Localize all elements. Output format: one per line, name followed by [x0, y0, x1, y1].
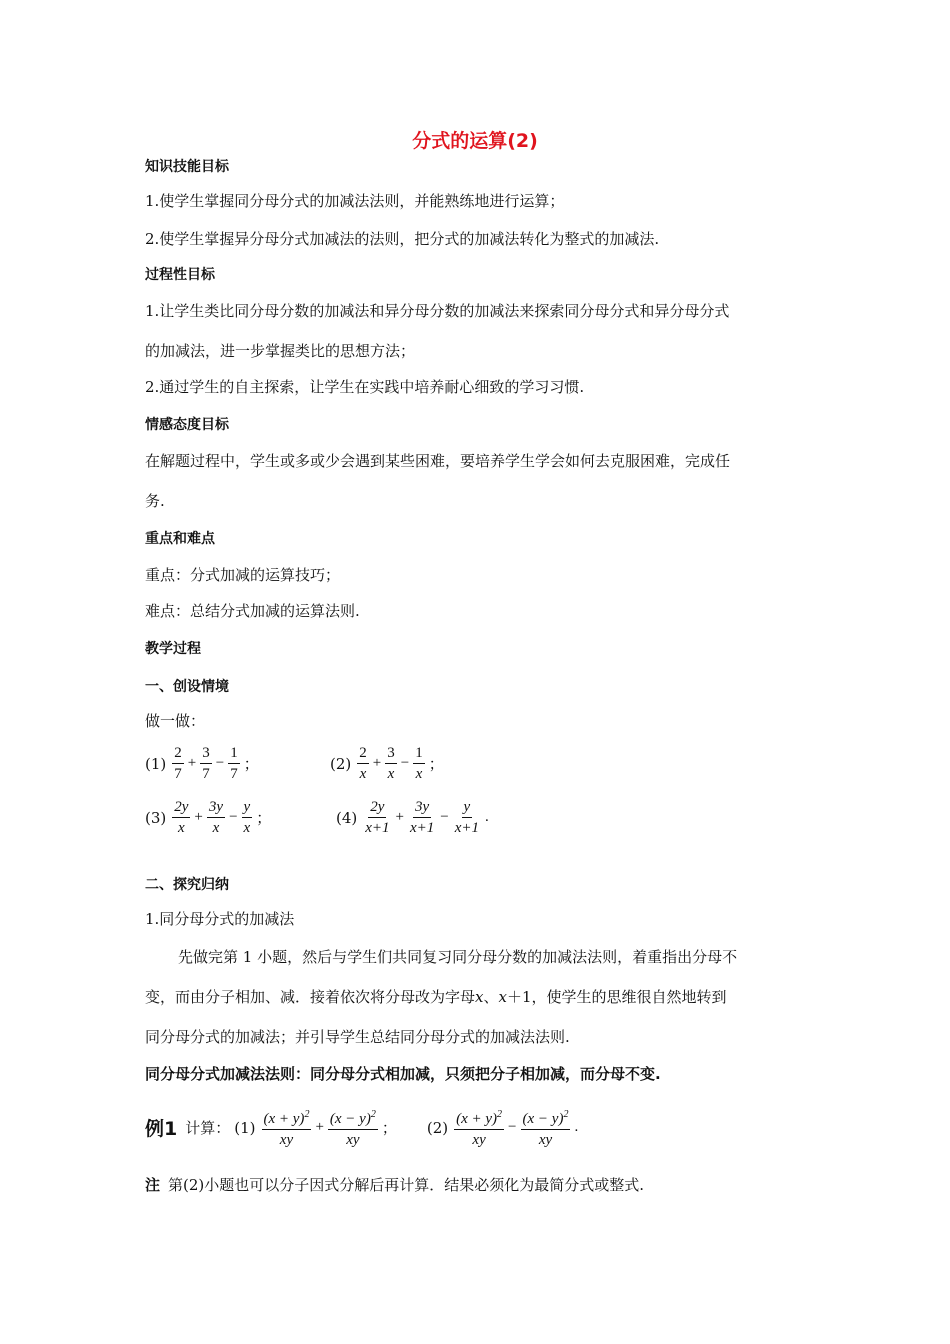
denominator: x+1: [454, 820, 480, 836]
fraction: [454, 1106, 504, 1149]
exercise-label: (2): [330, 754, 352, 773]
key-point: 重点：分式加减的运算技巧；: [145, 566, 341, 584]
process-heading: 过程性目标: [145, 267, 215, 283]
minus-sign: −: [215, 755, 225, 771]
denominator: 7: [174, 766, 182, 782]
plus-sign: +: [187, 755, 197, 771]
process-item-2: 2.通过学生的自主探索，让学生在实践中培养耐心细致的学习习惯.: [145, 378, 585, 396]
process-item-1a: 1.让学生类比同分母分数的加减法和异分母分数的加减法来探索同分母分式和异分母分式: [145, 302, 730, 320]
denominator: x: [212, 820, 220, 836]
denominator: 7: [202, 766, 210, 782]
denominator: xy: [279, 1132, 294, 1148]
exponent: 2: [370, 1109, 376, 1120]
minus-sign: −: [508, 1119, 517, 1135]
variable-x: x: [498, 988, 507, 1006]
emotion-item-1b: 务.: [145, 492, 165, 510]
denominator: x+1: [365, 820, 390, 836]
numerator-base: (x + y): [456, 1111, 498, 1127]
denominator: x: [359, 766, 367, 782]
fraction: [207, 798, 225, 837]
end-mark: .: [485, 809, 489, 825]
fraction: [363, 798, 391, 837]
minus-sign: −: [400, 755, 410, 771]
denominator: x: [387, 766, 395, 782]
denominator: x: [415, 766, 423, 782]
emotion-heading: 情感态度目标: [145, 417, 229, 433]
subsection-1: 1.同分母分式的加减法: [145, 910, 295, 928]
denominator: xy: [538, 1132, 553, 1148]
numerator-base: (x − y): [522, 1111, 564, 1127]
numerator: y: [242, 798, 253, 818]
fraction: [172, 798, 190, 837]
end-mark: .: [574, 1119, 579, 1135]
minus-sign: −: [229, 809, 238, 825]
fraction: [200, 744, 212, 783]
variable-x: x: [475, 988, 484, 1006]
numerator: 3: [200, 744, 212, 764]
end-mark: ；: [428, 757, 444, 773]
denominator: x: [243, 820, 251, 836]
exponent: 2: [304, 1109, 310, 1120]
numerator: 2: [172, 744, 184, 764]
text: 变，而由分子相加、减．接着依次将分母改为字母: [145, 988, 476, 1006]
key-heading: 重点和难点: [145, 531, 215, 547]
fraction: [328, 1106, 378, 1149]
exponent: 2: [563, 1109, 569, 1120]
numerator: 2y: [368, 798, 386, 818]
exercise-2: [330, 744, 446, 783]
rule-statement: 同分母分式加减法法则：同分母分式相加减，只须把分子相加减，而分母不变.: [145, 1065, 661, 1083]
fraction: [228, 744, 240, 783]
text: 、: [483, 988, 499, 1006]
numerator-base: (x − y): [329, 1111, 371, 1127]
exercise-3: [145, 798, 273, 837]
plus-sign: +: [315, 1119, 324, 1135]
end-mark: ；: [256, 811, 272, 827]
exercise-label: (3): [145, 808, 167, 827]
numerator: [521, 1106, 571, 1130]
emotion-item-1a: 在解题过程中，学生或多或少会遇到某些困难，要培养学生学会如何去克服困难，完成任: [145, 452, 731, 470]
end-mark: ；: [243, 757, 259, 773]
exponent: 2: [497, 1109, 503, 1120]
end-mark: ；: [381, 1121, 397, 1137]
part2-heading: 二、探究归纳: [145, 877, 229, 893]
fraction: [453, 798, 481, 837]
numerator-base: (x + y): [263, 1111, 305, 1127]
fraction: [385, 744, 397, 783]
numerator: 1: [413, 744, 425, 764]
paragraph-1a: 先做完第 1 小题，然后与学生们共同复习同分母分数的加减法法则，着重指出分母不: [178, 948, 738, 966]
skills-item-2: 2.使学生掌握异分母分式加减法的法则，把分式的加减法转化为整式的加减法.: [145, 230, 660, 248]
numerator: 3y: [413, 798, 431, 818]
denominator: xy: [346, 1132, 360, 1148]
numerator: 1: [228, 744, 240, 764]
fraction: [172, 744, 184, 783]
process-item-1b: 的加减法，进一步掌握类比的思想方法；: [145, 342, 416, 360]
denominator: xy: [472, 1132, 486, 1148]
plus-sign: +: [372, 755, 382, 771]
numerator: 2y: [172, 798, 190, 818]
note-label: 注: [145, 1176, 161, 1194]
numerator: 3: [385, 744, 397, 764]
example-label: 例1: [145, 1118, 178, 1140]
text: ＋1，使学生的思维很自然地转到: [506, 988, 727, 1006]
fraction: [408, 798, 436, 837]
numerator: [454, 1106, 504, 1130]
denominator: x+1: [410, 820, 435, 836]
example-1: [145, 1106, 580, 1149]
part-label: (2): [426, 1118, 449, 1137]
part1-heading: 一、创设情境: [145, 679, 229, 695]
note: [145, 1174, 644, 1195]
calc-label: 计算：: [185, 1119, 231, 1137]
teaching-process-heading: 教学过程: [145, 641, 201, 657]
exercise-label: (4): [336, 808, 358, 827]
denominator: 7: [230, 766, 238, 782]
exercise-4: [336, 798, 491, 837]
skills-heading: 知识技能目标: [145, 159, 229, 175]
plus-sign: +: [395, 809, 404, 825]
part-label: (1): [234, 1118, 256, 1137]
numerator: 2: [357, 744, 369, 764]
minus-sign: −: [440, 809, 449, 825]
plus-sign: +: [194, 809, 203, 825]
note-text: 第(2)小题也可以分子因式分解后再计算．结果必须化为最简分式或整式.: [168, 1176, 645, 1194]
numerator: [328, 1106, 378, 1130]
exercise-label: (1): [145, 754, 167, 773]
paragraph-1c: 同分母分式的加减法；并引导学生总结同分母分式的加减法法则.: [145, 1028, 570, 1046]
fraction: [242, 798, 253, 837]
numerator: 3y: [207, 798, 225, 818]
fraction: [521, 1106, 571, 1149]
numerator: [262, 1106, 312, 1130]
numerator: y: [462, 798, 473, 818]
fraction: [357, 744, 369, 783]
try-label: 做一做：: [145, 712, 206, 730]
paragraph-1b: [145, 986, 727, 1007]
denominator: x: [178, 820, 185, 836]
page-title: 分式的运算(2): [412, 130, 538, 152]
fraction: [413, 744, 425, 783]
difficult-point: 难点：总结分式加减的运算法则.: [145, 602, 360, 620]
skills-item-1: 1.使学生掌握同分母分式的加减法法则，并能熟练地进行运算；: [145, 192, 565, 210]
exercise-1: [145, 744, 261, 783]
fraction: [262, 1106, 312, 1149]
